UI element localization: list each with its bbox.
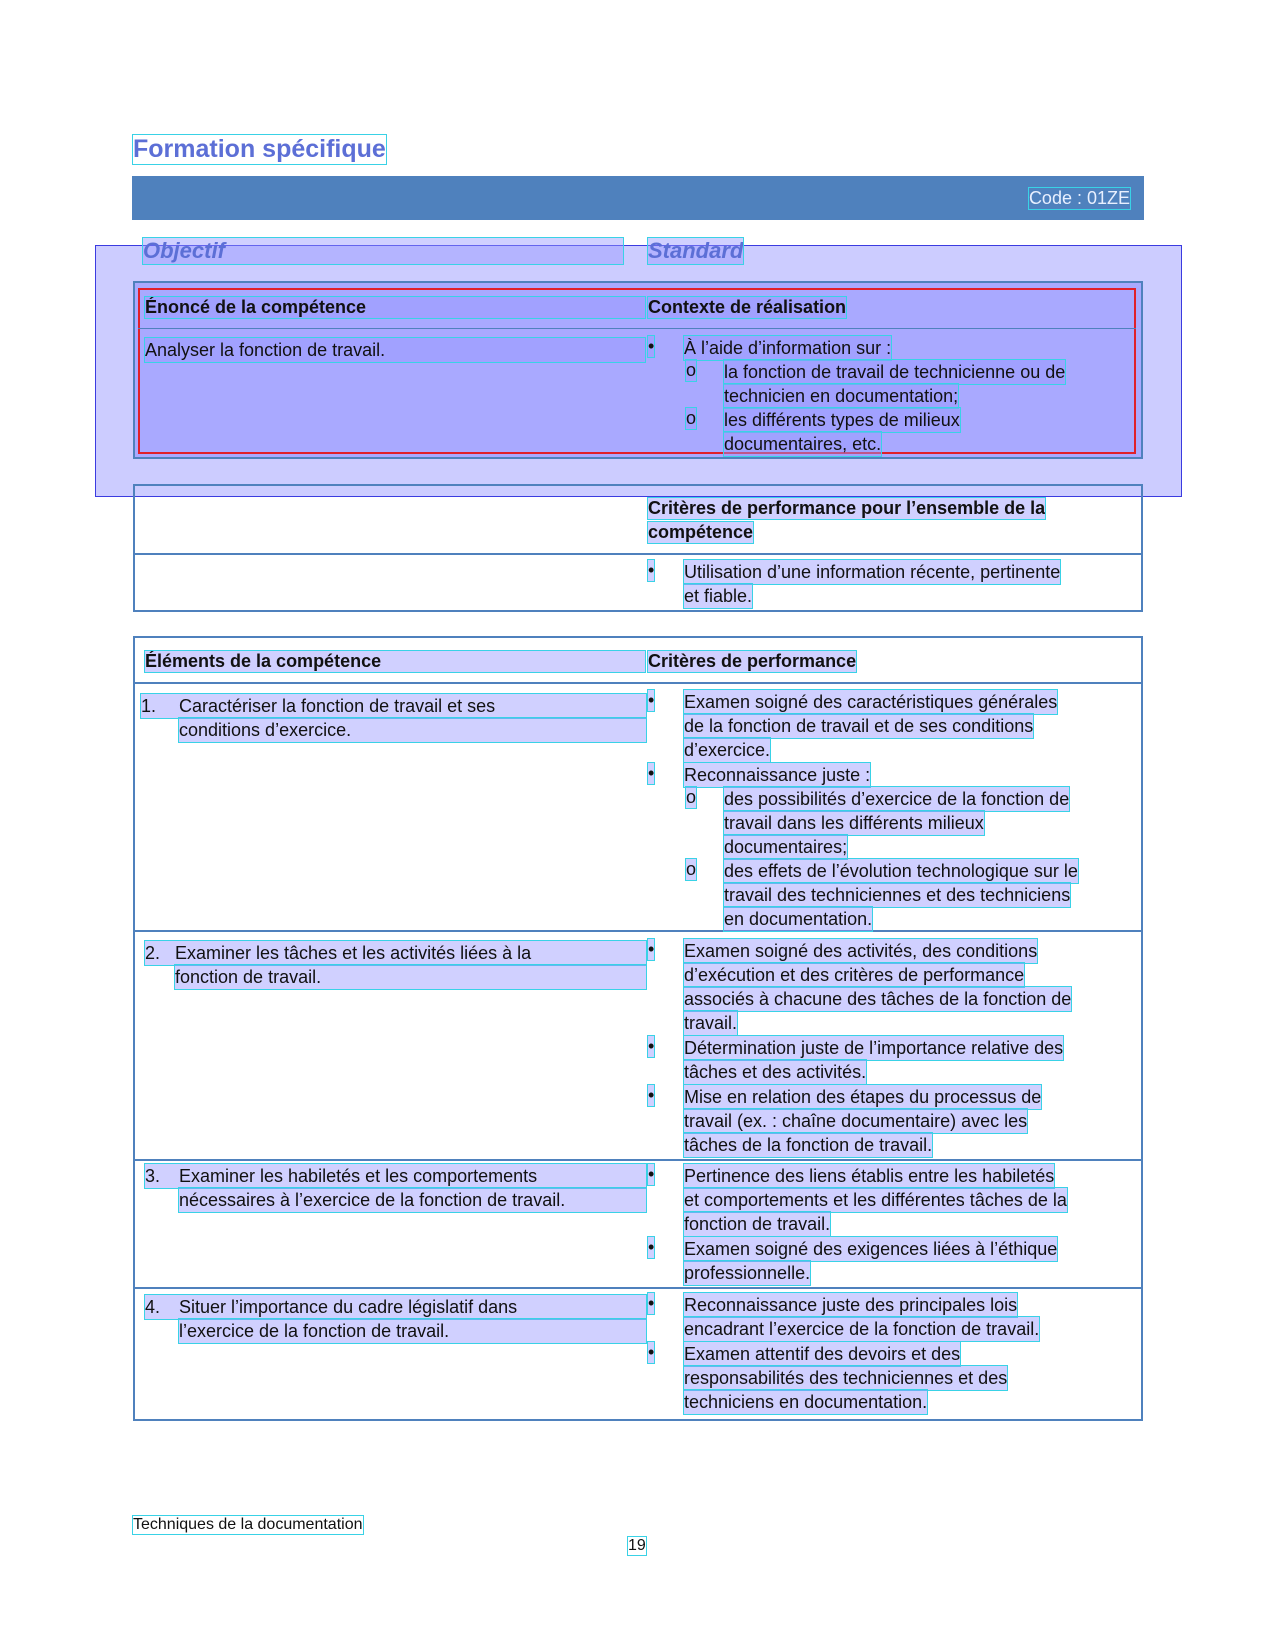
enonce-heading: Énoncé de la compétence — [145, 297, 645, 318]
element-number: 1. — [141, 696, 157, 716]
criteria-line: responsabilités des techniciennes et des — [684, 1368, 1008, 1388]
criteria-sub-line: travail dans les différents milieux — [724, 813, 984, 833]
criteria-line: d’exécution et des critères de performance — [684, 965, 1025, 985]
element-text-line: fonction de travail. — [175, 965, 646, 989]
overall-item-line: et fiable. — [684, 586, 753, 606]
code-bar — [132, 176, 1144, 220]
table-divider — [135, 1287, 1141, 1289]
element-text-line: l’exercice de la fonction de travail. — [179, 1319, 646, 1343]
table-divider — [135, 1159, 1141, 1161]
criteria-line: fonction de travail. — [684, 1214, 831, 1234]
contexte-sub-line: les différents types de milieux — [724, 410, 960, 430]
element-number: 3. — [145, 1166, 161, 1186]
bullet-icon: • — [648, 1036, 655, 1056]
element-text: Caractériser la fonction de travail et ses — [179, 696, 496, 716]
element-row-1 — [141, 694, 646, 718]
element-text-line: nécessaires à l’exercice de la fonction de travail. — [179, 1188, 646, 1212]
criteria-sub-line: des possibilités d’exercice de la fonction de — [724, 789, 1070, 809]
bullet-icon: • — [648, 1237, 655, 1257]
criteria-line: techniciens en documentation. — [684, 1392, 928, 1412]
criteria-line: Mise en relation des étapes du processus de — [684, 1087, 1042, 1107]
overall-item-line: Utilisation d’une information récente, pertinente — [684, 562, 1061, 582]
bullet-icon: • — [648, 1164, 655, 1184]
criteria-line: et comportements et les différentes tâches de la — [684, 1190, 1067, 1210]
criteria-line: professionnelle. — [684, 1263, 811, 1283]
criteria-line: Détermination juste de l’importance relative des — [684, 1038, 1064, 1058]
contexte-sub-line: la fonction de travail de technicienne ou de — [724, 362, 1066, 382]
element-text: Examiner les habiletés et les comportements — [179, 1166, 538, 1186]
section-title: Formation spécifique — [133, 135, 386, 163]
page-number: 19 — [628, 1537, 646, 1554]
table-divider — [135, 930, 1141, 932]
element-row-2 — [145, 941, 646, 965]
criteria-line: Reconnaissance juste des principales lois — [684, 1295, 1018, 1315]
element-number: 4. — [145, 1297, 161, 1317]
criteria-line: Examen attentif des devoirs et des — [684, 1344, 961, 1364]
element-number: 2. — [145, 943, 161, 963]
footer-document-title: Techniques de la documentation — [133, 1516, 363, 1533]
criteria-sub-line: documentaires; — [724, 837, 848, 857]
criteria-line: tâches de la fonction de travail. — [684, 1135, 933, 1155]
bullet-icon: • — [648, 1342, 655, 1362]
criteria-sub-line: des effets de l’évolution technologique sur le — [724, 861, 1078, 881]
code-label: Code : 01ZE — [1028, 188, 1130, 208]
bullet-icon: • — [648, 763, 655, 783]
bullet-icon: • — [648, 1085, 655, 1105]
contexte-sub-line: documentaires, etc. — [724, 434, 882, 454]
contexte-heading: Contexte de réalisation — [648, 297, 847, 317]
criteria-line: Reconnaissance juste : — [684, 765, 871, 785]
criteria-line: Examen soigné des activités, des conditions — [684, 941, 1038, 961]
table-divider — [138, 328, 1136, 329]
sub-bullet-icon: o — [686, 787, 697, 807]
table-divider — [135, 682, 1141, 684]
contexte-sub-line: technicien en documentation; — [724, 386, 959, 406]
objectif-heading: Objectif — [143, 238, 623, 264]
criteria-line: associés à chacune des tâches de la fonction de — [684, 989, 1072, 1009]
element-text: Situer l’importance du cadre législatif dans — [179, 1297, 518, 1317]
contexte-intro: À l’aide d’information sur : — [684, 338, 892, 358]
sub-bullet-icon: o — [686, 360, 697, 380]
criteria-line: d’exercice. — [684, 740, 771, 760]
criteria-line: encadrant l’exercice de la fonction de travail. — [684, 1319, 1040, 1339]
criteria-sub-line: travail des techniciennes et des techniciens — [724, 885, 1071, 905]
element-text: Examiner les tâches et les activités liées à la — [175, 943, 532, 963]
criteria-col-heading: Critères de performance — [648, 651, 857, 671]
bullet-icon: • — [648, 336, 655, 356]
criteria-line: Examen soigné des exigences liées à l’éthique — [684, 1239, 1058, 1259]
enonce-text: Analyser la fonction de travail. — [145, 338, 645, 362]
table-divider — [135, 553, 1141, 555]
criteria-line: travail. — [684, 1013, 738, 1033]
element-text-line: conditions d’exercice. — [179, 718, 646, 742]
element-row-3 — [145, 1164, 646, 1188]
criteria-line: Pertinence des liens établis entre les habiletés — [684, 1166, 1055, 1186]
bullet-icon: • — [648, 1293, 655, 1313]
criteria-line: de la fonction de travail et de ses conditions — [684, 716, 1034, 736]
overall-heading-line: compétence — [648, 522, 754, 542]
standard-heading: Standard — [648, 238, 744, 263]
element-row-4 — [145, 1295, 646, 1319]
bullet-icon: • — [648, 690, 655, 710]
elements-col-heading: Éléments de la compétence — [145, 651, 645, 672]
bullet-icon: • — [648, 560, 655, 580]
criteria-line: travail (ex. : chaîne documentaire) avec les — [684, 1111, 1028, 1131]
overall-heading-line: Critères de performance pour l’ensemble de la — [648, 498, 1046, 518]
bullet-icon: • — [648, 939, 655, 959]
sub-bullet-icon: o — [686, 408, 697, 428]
sub-bullet-icon: o — [686, 859, 697, 879]
criteria-sub-line: en documentation. — [724, 909, 873, 929]
criteria-line: tâches et des activités. — [684, 1062, 867, 1082]
criteria-line: Examen soigné des caractéristiques générales — [684, 692, 1058, 712]
